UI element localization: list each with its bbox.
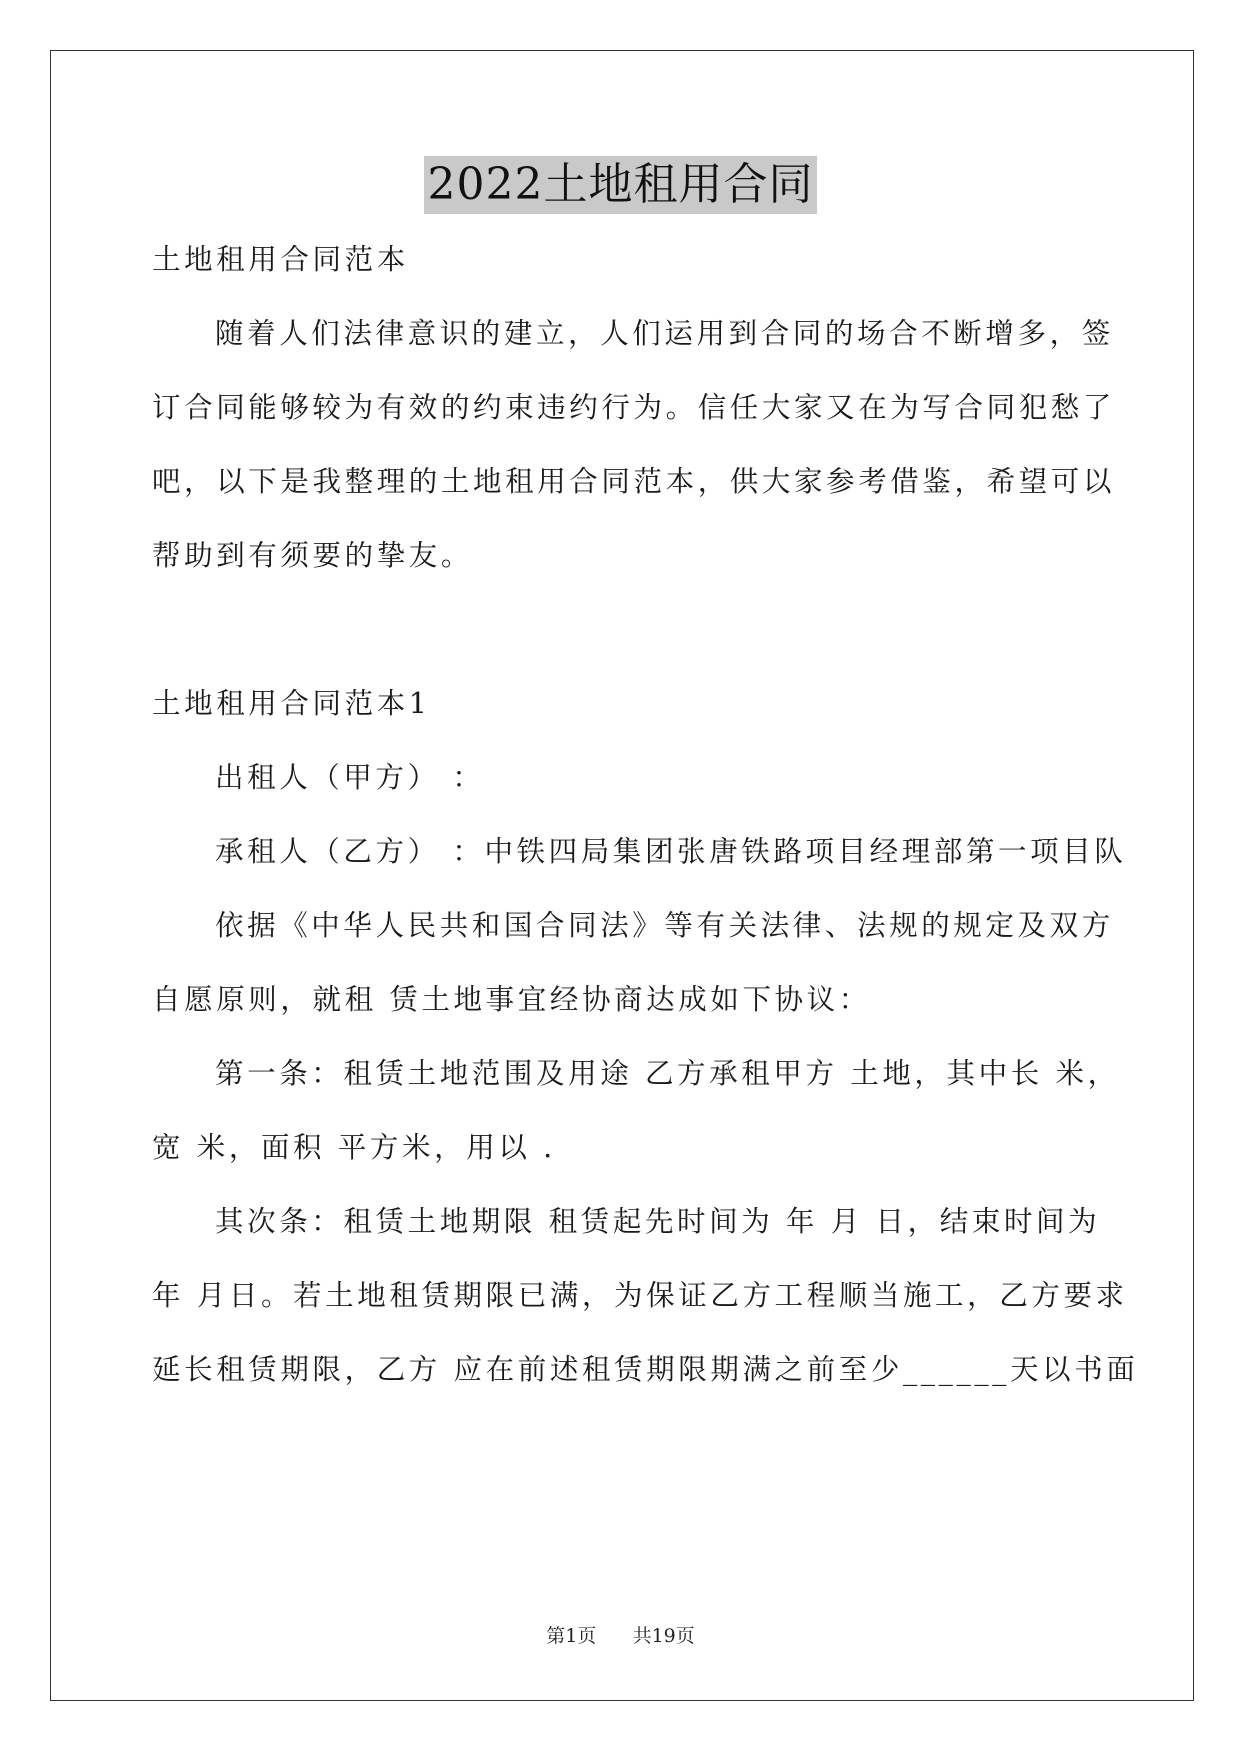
article-line: 年 月日。若土地租赁期限已满，为保证乙方工程顺当施工，乙方要求 [152,1279,1128,1312]
article-line: 延长租赁期限，乙方 应在前述租赁期限期满之前至少______天以书面 [152,1353,1139,1386]
paragraph-line: 随着人们法律意识的建立，人们运用到合同的场合不断增多，签 [215,317,1114,350]
page-border [50,50,1194,1701]
article-line: 第一条：租赁土地范围及用途 乙方承租甲方 土地，其中长 米， [215,1057,1120,1090]
article-line: 其次条：租赁土地期限 租赁起先时间为 年 月 日，结束时间为 [215,1205,1101,1238]
section-heading: 土地租用合同范本 [152,243,409,276]
lessor-line: 出租人（甲方） ： [215,761,485,794]
total-pages: 共19页 [632,1625,695,1647]
document-title: 2022土地租用合同 [424,156,818,214]
paragraph-line: 帮助到有须要的挚友。 [152,539,474,572]
paragraph-line: 自愿原则，就租 赁土地事宜经协商达成如下协议： [152,983,871,1016]
article-line: 宽 米，面积 平方米，用以 . [152,1131,556,1164]
page-footer [0,1624,1241,1648]
paragraph-line: 吧，以下是我整理的土地租用合同范本，供大家参考借鉴，希望可以 [152,465,1116,498]
paragraph-line: 订合同能够较为有效的约束违约行为。信任大家又在为写合同犯愁了 [152,391,1116,424]
paragraph-line: 依据《中华人民共和国合同法》等有关法律、法规的规定及双方 [215,909,1114,942]
title-container [0,156,1241,214]
page-number: 第1页 [546,1625,597,1647]
lessee-line: 承租人（乙方） ：中铁四局集团张唐铁路项目经理部第一项目队 [215,835,1127,868]
section-heading: 土地租用合同范本1 [152,687,431,720]
